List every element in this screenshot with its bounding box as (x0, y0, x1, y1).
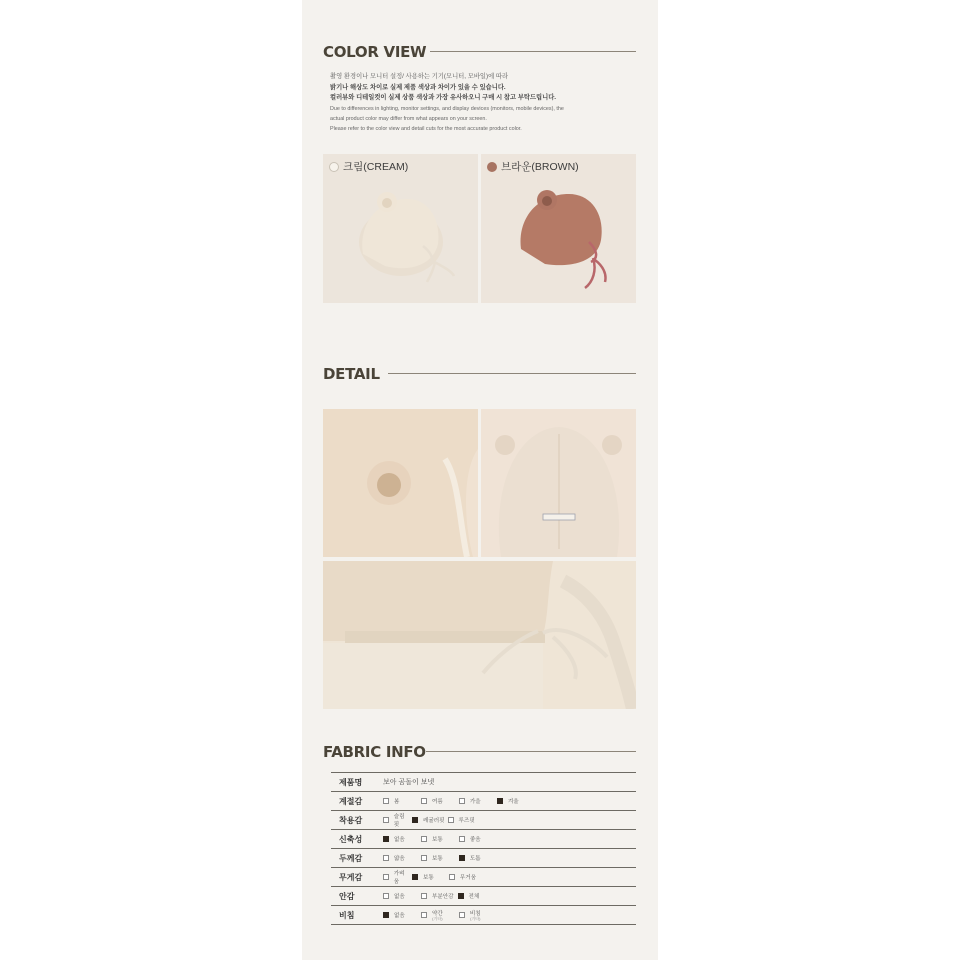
option-label: 보통 (431, 837, 443, 843)
product-detail-page (302, 0, 658, 960)
row-label: 무게감 (331, 868, 377, 887)
brown-bonnet-photo (481, 154, 636, 303)
notice-en-line-3: Please refer to the color view and detail cuts for the most accurate product color. (330, 126, 522, 133)
fabric-row-sheerness (331, 906, 636, 925)
checkbox-checked (412, 874, 418, 880)
fabric-info-title: FABRIC INFO (323, 743, 426, 761)
notice-line-3: 컬러뷰와 디테일컷이 실제 상품 색상과 가장 유사하오니 구매 시 참고 부탁드립니다. (330, 94, 557, 102)
row-label: 두께감 (331, 849, 377, 868)
cream-bonnet-photo (323, 154, 478, 303)
fabric-row-season (331, 792, 636, 811)
detail-back-view (481, 409, 636, 557)
swatch-brown-label: 브라운(BROWN) (501, 161, 579, 173)
option-label: 무거움 (459, 875, 477, 881)
option-label: 얇음 (394, 856, 405, 862)
option-label: 부분안감 (431, 894, 454, 900)
detail-tie-closeup (323, 561, 636, 709)
fabric-row-weight (331, 868, 636, 887)
checkbox-checked (459, 855, 465, 861)
option-label: 가벼움 (393, 871, 405, 885)
checkbox (383, 817, 389, 823)
checkbox (459, 836, 465, 842)
row-label: 안감 (331, 887, 377, 906)
detail-ear-image (323, 409, 478, 557)
cream-color-dot (329, 162, 339, 172)
option-label: 겨울 (507, 799, 519, 805)
checkbox-checked (383, 836, 389, 842)
detail-back-image (481, 409, 636, 557)
checkbox (421, 912, 427, 918)
checkbox (383, 893, 389, 899)
checkbox (421, 855, 427, 861)
option-label: 없음 (394, 894, 405, 900)
brown-bonnet-image (481, 154, 636, 303)
fabric-row-stretch (331, 830, 636, 849)
notice-en-line-2: actual product color may differ from what appears on your screen. (330, 116, 487, 123)
checkbox (421, 798, 427, 804)
fabric-row-product (331, 773, 636, 792)
option-label: 여름 (431, 799, 443, 805)
brown-color-dot (487, 162, 497, 172)
detail-tie-image (323, 561, 636, 709)
notice-line-2: 밝기나 해상도 차이로 실제 제품 색상과 차이가 있을 수 있습니다. (330, 83, 506, 91)
checkbox-checked (412, 817, 418, 823)
fabric-info-table (331, 772, 636, 925)
detail-title: DETAIL (323, 365, 380, 383)
option-label: 봄 (394, 799, 400, 805)
checkbox-checked (497, 798, 503, 804)
color-view-title: COLOR VIEW (323, 43, 427, 61)
row-label: 계절감 (331, 792, 377, 811)
option-label: 좋음 (469, 837, 481, 843)
checkbox-checked (383, 912, 389, 918)
detail-divider (388, 373, 636, 374)
option-label: 없음 (394, 837, 405, 843)
row-label: 착용감 (331, 811, 377, 830)
notice-line-1: 촬영 환경이나 모니터 설정/ 사용하는 기기(모니터, 모바일)에 따라 (330, 73, 509, 80)
product-name-value: 보아 곰돌이 보넷 (377, 773, 636, 792)
color-notice (330, 72, 630, 134)
checkbox (383, 855, 389, 861)
color-view-divider (430, 51, 636, 52)
option-label: 없음 (394, 913, 405, 919)
checkbox (459, 912, 465, 918)
option-label: 레귤러핏 (422, 818, 445, 824)
swatch-brown[interactable] (487, 159, 579, 174)
option-label: 전체 (468, 894, 480, 900)
checkbox (449, 874, 455, 880)
checkbox (383, 798, 389, 804)
option-label: 비침 (469, 910, 481, 917)
row-label: 신축성 (331, 830, 377, 849)
fabric-row-lining (331, 887, 636, 906)
checkbox (421, 893, 427, 899)
option-sublabel: (기타) (432, 915, 443, 921)
checkbox-checked (458, 893, 464, 899)
option-label: 보통 (431, 856, 443, 862)
option-label: 도톰 (469, 856, 481, 862)
swatch-cream-label: 크림(CREAM) (343, 161, 409, 173)
option-label: 가을 (469, 799, 481, 805)
detail-ear-closeup (323, 409, 478, 557)
row-label: 비침 (331, 906, 377, 925)
checkbox (448, 817, 454, 823)
option-label: 약간 (431, 910, 443, 917)
option-label: 슬림핏 (393, 814, 405, 828)
option-label: 보통 (422, 875, 434, 881)
fabric-row-thickness (331, 849, 636, 868)
option-label: 루즈핏 (458, 818, 475, 824)
fabric-row-fit (331, 811, 636, 830)
checkbox (383, 874, 389, 880)
fabric-info-divider (426, 751, 636, 752)
checkbox (421, 836, 427, 842)
cream-bonnet-image (323, 154, 478, 303)
option-sublabel: (기타) (470, 915, 481, 921)
product-name-label: 제품명 (331, 773, 377, 792)
swatch-cream[interactable] (329, 159, 408, 174)
checkbox (459, 798, 465, 804)
notice-en-line-1: Due to differences in lighting, monitor settings, and display devices (monitors, mobile devices), the (330, 106, 564, 113)
